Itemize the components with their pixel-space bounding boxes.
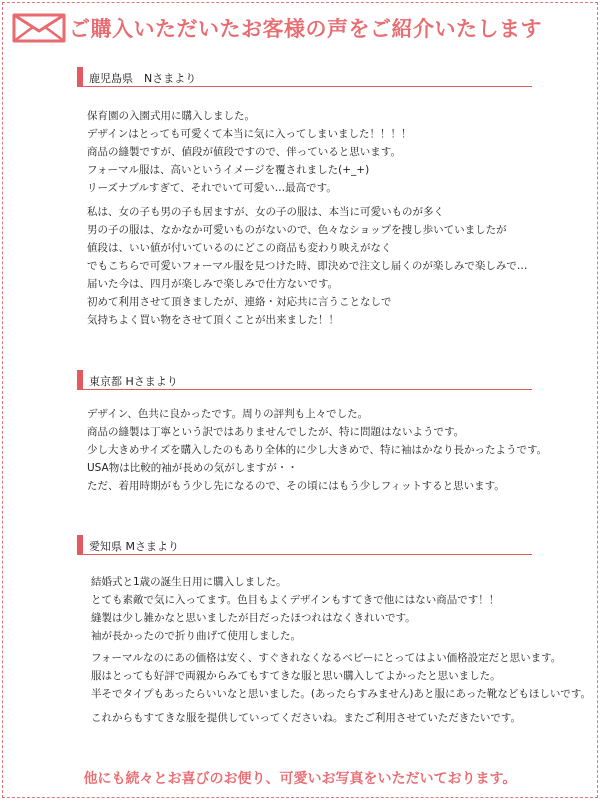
section-heading-text: 鹿児島県 Nさまより bbox=[89, 72, 197, 85]
text-line: リーズナブルすぎて、それでいて可愛い…最高です。 bbox=[87, 182, 337, 194]
text-line: フォーマルなのにあの価格は安く、すぐきれなくなるベビーにとってはよい価格設定だと思います。 bbox=[91, 652, 562, 664]
text-line: 私は、女の子も男の子も居ますが、女の子の服は、本当に可愛いものが多く bbox=[87, 206, 444, 218]
page-title: ご購入いただいたお客様の声をご紹介いたします bbox=[69, 17, 542, 41]
text-line: 男の子の服は、なかなか可愛いものがないので、色々なショップを捜し歩いていましたが bbox=[87, 224, 507, 236]
text-line: 商品の縫製は丁寧という訳ではありませんでしたが、特に問題はないようです。 bbox=[87, 426, 465, 438]
section-heading-text: 愛知県 Mさまより bbox=[89, 540, 179, 553]
text-line: 結婚式と1歳の誕生日用に購入しました。 bbox=[91, 576, 287, 588]
text-line: ただ、着用時期がもう少し先になるので、その頃にはもう少しフィットすると思います。 bbox=[87, 480, 505, 492]
text-line: 服はとっても好評で両親からみてもすてきな服と思い購入してよかったと思いました。 bbox=[91, 670, 501, 682]
text-line: 初めて利用させて頂きましたが、連絡・対応共に言うことなしで bbox=[87, 296, 392, 308]
text-line: デザインはとっても可愛くて本当に気に入ってしまいました！！！！ bbox=[87, 128, 412, 140]
text-line: これからもすてきな服を提供していってくださいね。またご利用させていただきたいです。 bbox=[91, 712, 521, 724]
section-heading-tokyo bbox=[77, 370, 532, 390]
text-line: 気持ちよく買い物をさせて頂くことが出来ました！！ bbox=[87, 314, 339, 326]
text-line: USA物は比較的袖が長めの気がしますが・・ bbox=[87, 462, 298, 474]
text-line: 半そでタイプもあったらいいなと思いました。(あったらすみません)あと服にあった靴などもほしいです。 bbox=[91, 688, 592, 700]
section-heading-aichi bbox=[77, 535, 532, 555]
text-line: でもこちらで可愛いフォーマル服を見つけた時、即決めで注文し届くのが楽しみで楽しみで… bbox=[87, 260, 528, 272]
text-line: デザイン、色共に良かったです。周りの評判も上々でした。 bbox=[87, 408, 369, 420]
text-line: 値段は、いい値が付いているのにどこの商品も変わり映えがなく bbox=[87, 242, 392, 254]
text-line: フォーマル服は、高いというイメージを覆されました(+_+) bbox=[87, 164, 370, 176]
text-line: 商品の縫製ですが、値段が値段ですので、伴っていると思います。 bbox=[87, 146, 401, 158]
testimonial-page bbox=[2, 2, 598, 798]
text-line: 袖が長かったので折り曲げて使用しました。 bbox=[91, 630, 301, 642]
envelope-icon bbox=[11, 11, 67, 45]
section-heading-kagoshima bbox=[77, 67, 532, 87]
text-line: 届いた今は、四月が楽しみで楽しみで仕方ないです。 bbox=[87, 278, 339, 290]
section-heading-text: 東京都 Hさまより bbox=[89, 375, 178, 388]
footer-message: 他にも続々とお喜びのお便り、可愛いお写真をいただいております。 bbox=[83, 771, 517, 787]
text-line: とても素敵で気に入ってます。色目もよくデザインもすてきで他にはない商品です！！ bbox=[91, 594, 500, 606]
text-line: 縫製は少し雑かなと思いましたが目だったほつれはなくきれいです。 bbox=[91, 612, 416, 624]
text-line: 少し大きめサイズを購入したのもあり全体的に少し大きめで、特に袖はかなり長かったようです。 bbox=[87, 444, 548, 456]
text-line: 保育園の入園式用に購入しました。 bbox=[87, 110, 255, 122]
page-header bbox=[3, 3, 597, 53]
